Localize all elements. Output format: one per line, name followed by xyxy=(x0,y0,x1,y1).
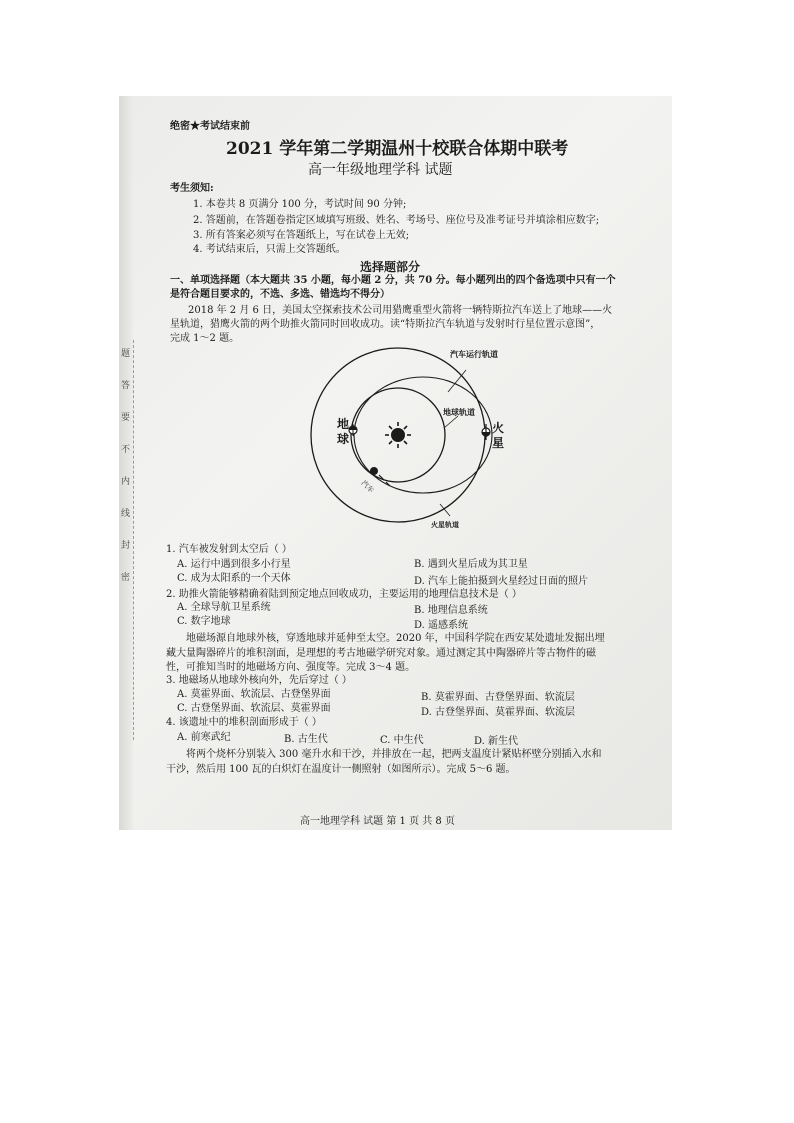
margin-char: 题 xyxy=(121,349,131,359)
option-b: B. 古生代 xyxy=(284,734,328,745)
car-label: 汽车 xyxy=(359,479,376,495)
earth-orbit-leader xyxy=(444,416,458,428)
section-instruction: 是符合题目要求的，不选、多选、错选均不得分） xyxy=(170,289,390,300)
margin-char: 要 xyxy=(121,413,131,423)
option-d: D. 遥感系统 xyxy=(414,620,469,631)
exam-subtitle: 高一年级地理学科 试题 xyxy=(308,162,453,178)
question-stem: 1. 汽车被发射到太空后（ ） xyxy=(166,544,292,555)
sun-icon xyxy=(385,422,411,448)
notice-item: 3. 所有答案必须写在答题纸上，写在试卷上无效; xyxy=(193,230,410,241)
earth-label: 地 xyxy=(337,417,350,431)
option-c: C. 古登堡界面、软流层、莫霍界面 xyxy=(177,703,331,714)
earth-marker xyxy=(349,424,357,436)
mars-orbit-label: 火星轨道 xyxy=(431,521,459,529)
car-marker xyxy=(370,467,390,486)
option-d: D. 新生代 xyxy=(474,736,519,747)
confidential-label: 绝密★考试结束前 xyxy=(170,121,250,132)
option-c: C. 中生代 xyxy=(380,735,424,746)
passage-line: 2018 年 2 月 6 日，美国太空探索技术公司用猎鹰重型火箭将一辆特斯拉汽车送上了地球——火 xyxy=(188,305,613,316)
margin-char: 内 xyxy=(121,477,131,487)
question-stem: 3. 地磁场从地球外核向外，先后穿过（ ） xyxy=(166,675,352,686)
car-orbit-leader xyxy=(448,370,466,392)
page-footer: 高一地理学科 试题 第 1 页 共 8 页 xyxy=(300,816,455,827)
notice-item: 1. 本卷共 8 页满分 100 分，考试时间 90 分钟; xyxy=(193,199,407,210)
car-orbit-label: 汽车运行轨道 xyxy=(450,350,498,359)
section-instruction: 一、单项选择题（本大题共 35 小题，每小题 2 分，共 70 分。每小题列出的四个备选项中只有一个 xyxy=(170,275,616,286)
option-b: B. 遇到火星后成为其卫星 xyxy=(414,559,528,570)
passage-line: 完成 1～2 题。 xyxy=(170,333,240,344)
margin-char: 答 xyxy=(121,381,131,391)
notice-item: 4. 考试结束后，只需上交答题纸。 xyxy=(193,244,346,255)
margin-char: 不 xyxy=(121,445,131,455)
earth-orbit-label: 地球轨道 xyxy=(443,408,475,417)
passage-line: 星轨道，猎鹰火箭的两个助推火箭同时回收成功。读“特斯拉汽车轨道与发射时行星位置示意图”， xyxy=(170,319,601,330)
section-title: 选择题部分 xyxy=(360,260,421,274)
mars-marker xyxy=(482,424,490,440)
passage-line: 藏大量陶器碎片的堆积剖面，是理想的考古地磁学研究对象。通过测定其中陶器碎片等古物件的磁 xyxy=(166,648,596,659)
passage-line: 将两个烧杯分别装入 300 毫升水和干沙，并排放在一起，把两支温度计紧贴杯壁分别插入水和 xyxy=(186,749,602,760)
option-a: A. 运行中遇到很多小行星 xyxy=(177,559,291,570)
binding-margin xyxy=(119,96,133,830)
notice-item: 2. 答题前，在答题卷指定区域填写班级、姓名、考场号、座位号及准考证号并填涂相应数字; xyxy=(193,215,600,226)
earth-label: 球 xyxy=(337,432,350,446)
margin-char: 封 xyxy=(121,541,131,551)
passage-line: 干沙，然后用 100 瓦的白炽灯在温度计一侧照射（如图所示）。完成 5～6 题。 xyxy=(166,764,516,775)
seal-line xyxy=(133,340,134,740)
passage-line: 性，可推知当时的地磁场方向、强度等。完成 3～4 题。 xyxy=(166,662,416,673)
option-b: B. 地理信息系统 xyxy=(414,605,488,616)
notice-heading: 考生须知: xyxy=(170,183,214,194)
option-a: A. 前寒武纪 xyxy=(177,732,231,743)
passage-line: 地磁场源自地球外核，穿透地球并延伸至太空。2020 年，中国科学院在西安某处遗址发掘出埋 xyxy=(186,633,605,644)
option-d: D. 古登堡界面、莫霍界面、软流层 xyxy=(421,707,576,718)
option-a: A. 莫霍界面、软流层、古登堡界面 xyxy=(177,689,331,700)
mars-label: 星 xyxy=(492,436,505,450)
exam-title: 2021 学年第二学期温州十校联合体期中联考 xyxy=(226,139,569,159)
option-a: A. 全球导航卫星系统 xyxy=(177,602,271,613)
margin-char: 密 xyxy=(121,573,131,583)
mars-label: 火 xyxy=(492,421,505,435)
option-c: C. 成为太阳系的一个天体 xyxy=(177,573,291,584)
margin-char: 线 xyxy=(121,509,131,519)
option-d: D. 汽车上能拍摄到火星经过日面的照片 xyxy=(414,576,589,587)
option-b: B. 莫霍界面、古登堡界面、软流层 xyxy=(421,692,575,703)
option-c: C. 数字地球 xyxy=(177,616,231,627)
orbit-diagram xyxy=(300,344,520,534)
question-stem: 2. 助推火箭能够精确着陆到预定地点回收成功，主要运用的地理信息技术是（ ） xyxy=(166,589,522,600)
question-stem: 4. 该遗址中的堆积剖面形成于（ ） xyxy=(166,717,322,728)
